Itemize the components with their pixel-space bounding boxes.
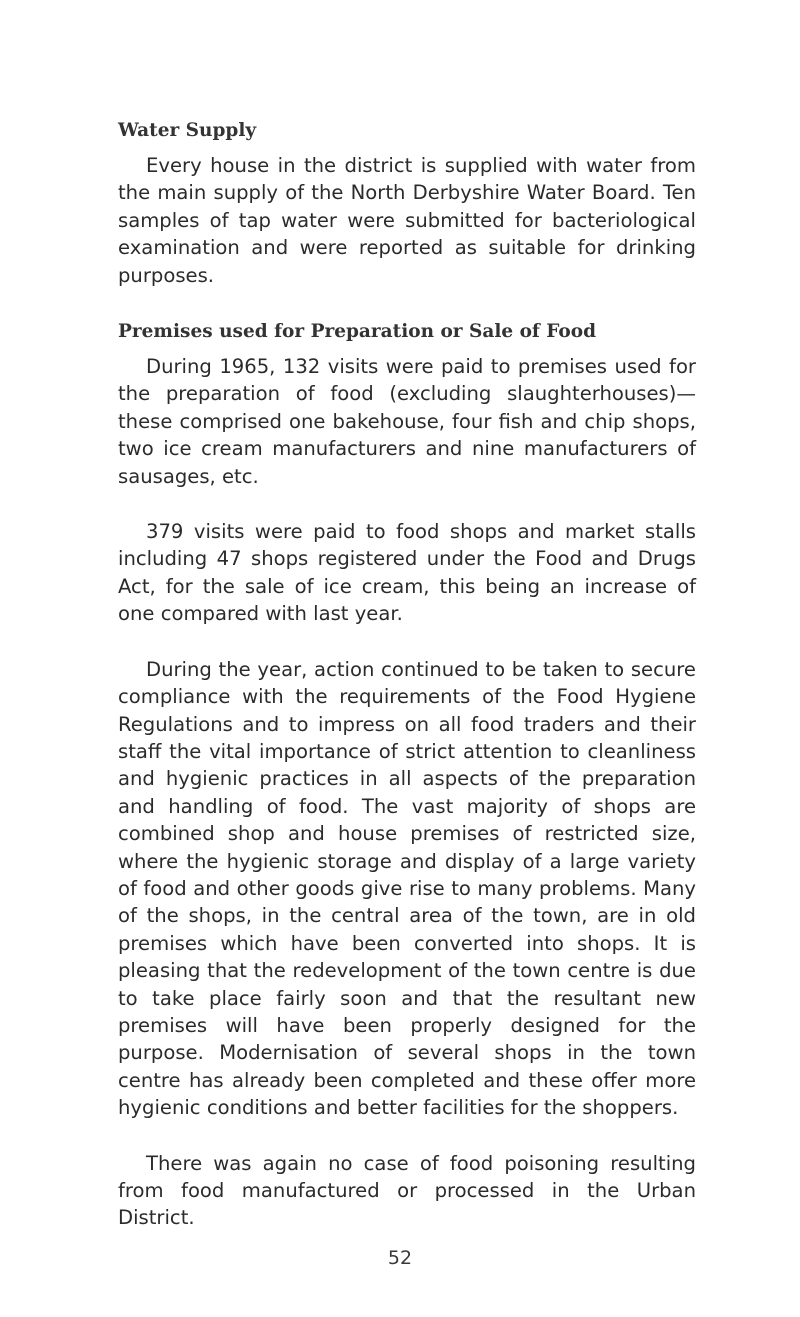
page-number: 52 bbox=[387, 1247, 413, 1269]
paragraph-food-poisoning: There was again no case of food poisoning resulting from food manufactured or processed in the Urban District. bbox=[118, 1151, 696, 1230]
paragraph-spacer bbox=[118, 490, 696, 518]
section-heading-water-supply: Water Supply bbox=[118, 120, 257, 141]
paragraph-food-shops: 379 visits were paid to food shops and market stalls including 47 shops registered under the Food and Drugs Act, for the sale of ice cream, this being an increase of one compared with last year. bbox=[118, 520, 696, 626]
section-spacer bbox=[118, 289, 696, 319]
paragraph-water-supply: Every house in the district is supplied with water from the main supply of the North Derbyshire Water Board. Ten samples of tap water were submitted for bacteriological examination and were reported as suitable for drinking purposes. bbox=[118, 154, 696, 287]
paragraph-spacer bbox=[118, 1122, 696, 1150]
section-heading-food-premises: Premises used for Preparation or Sale of Food bbox=[118, 321, 597, 343]
paragraph-food-hygiene: During the year, action continued to be taken to secure compliance with the requirements of the Food Hygiene Regulations and to impress on all food traders and their staff the vital importance of strict attention to cleanliness and hygienic practices in all aspects of the preparation and handling of food. The vast majority of shops are combined shop and house premises of restricted size, where the hygienic storage and display of a large variety of food and other goods give rise to many problems. Many of the shops, in the central area of the town, are in old premises which have been converted into shops. It is pleasing that the redevelopment of the town centre is due to take place fairly soon and that the resultant new premises will have been properly designed for the purpose. Modernisation of several shops in the town centre has already been completed and these offer more hygienic conditions and better facilities for the shoppers. bbox=[118, 657, 696, 1120]
paragraph-spacer bbox=[118, 628, 696, 656]
paragraph-food-premises-visits: During 1965, 132 visits were paid to premises used for the preparation of food (excluding slaughterhouses)— these comprised one bakehouse, four fish and chip shops, two ice cream manufacturers and nine manufacturers of sausages, etc. bbox=[118, 355, 696, 488]
document-page bbox=[118, 118, 696, 1232]
